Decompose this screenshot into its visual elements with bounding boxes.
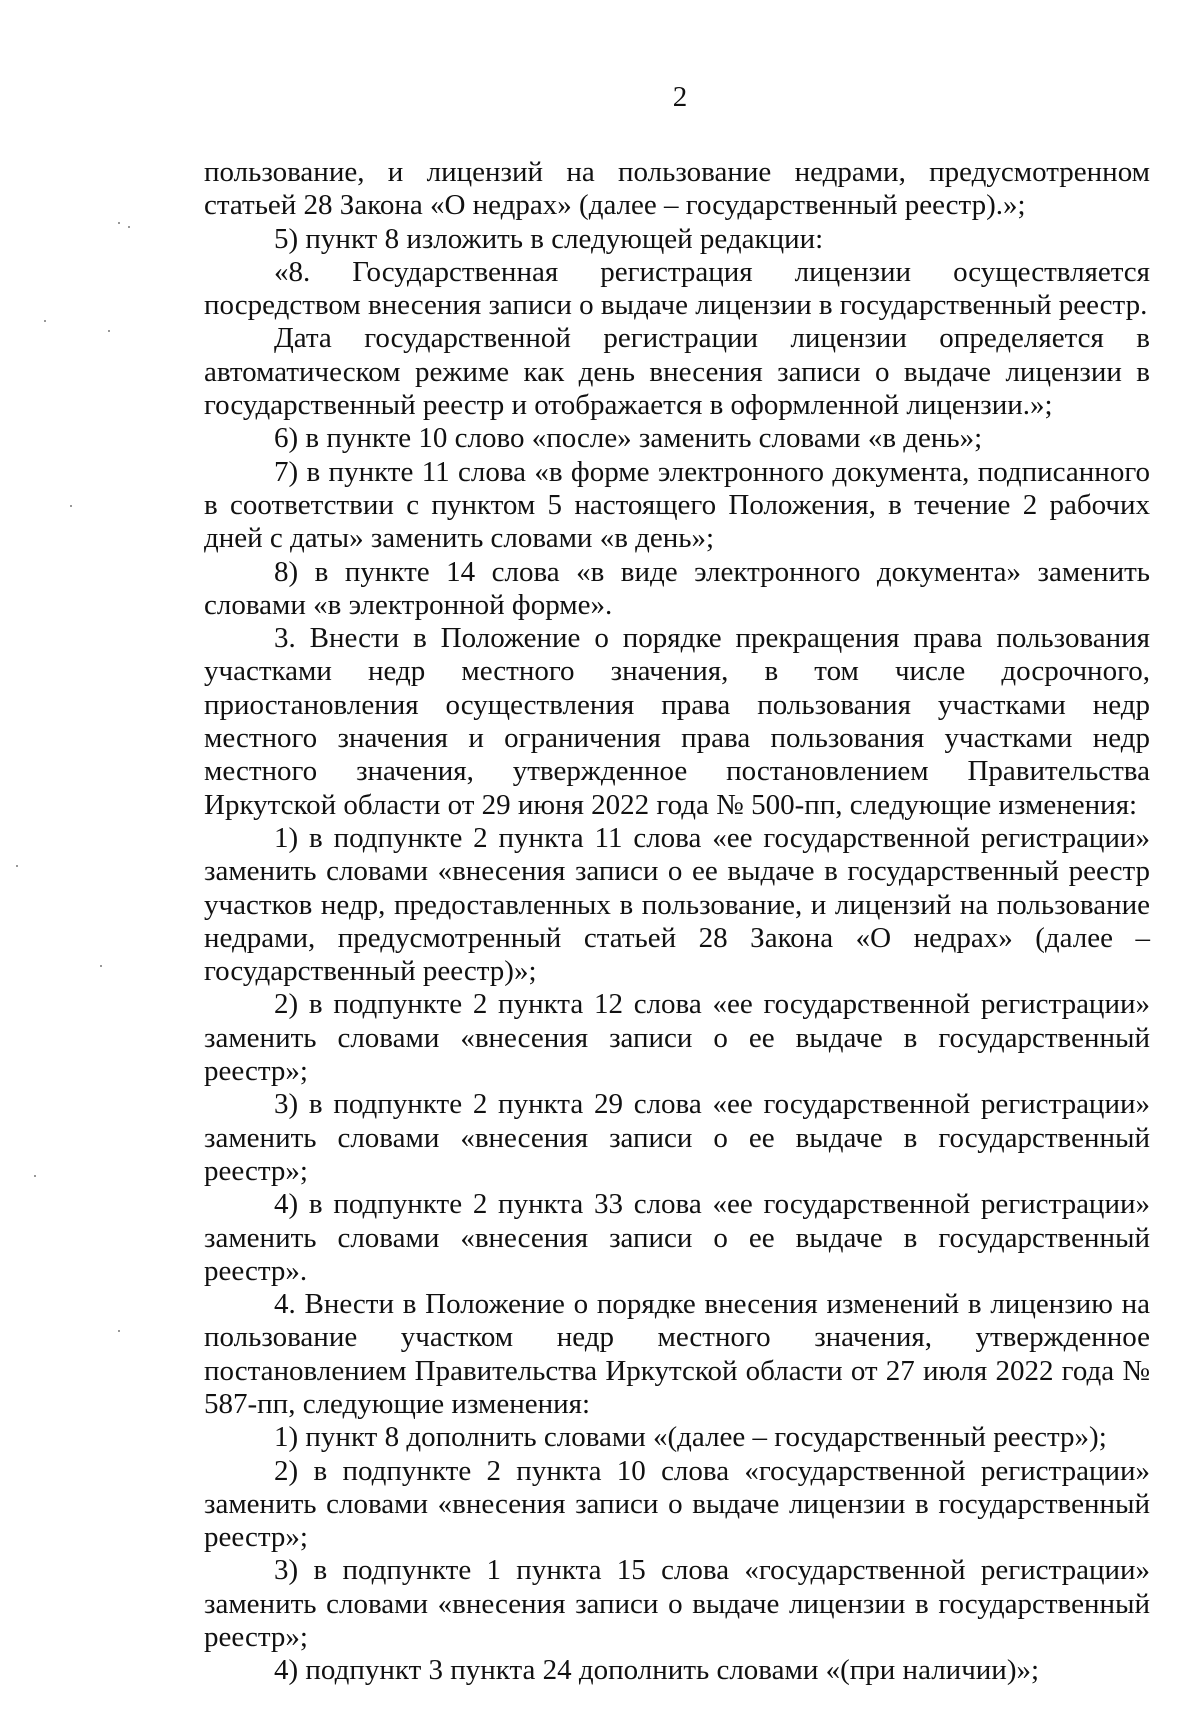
paragraph-section-4-item-4: 4) подпункт 3 пункта 24 дополнить словами «(при наличии)»; — [274, 1654, 1040, 1687]
paragraph-item-6: 6) в пункте 10 слово «после» заменить словами «в день»; — [274, 422, 983, 455]
scan-speck — [108, 330, 110, 332]
paragraph-quoted-8: «8. Государственная регистрация лицензии осуществляется посредством внесения записи о выдаче лицензии в государственный реестр. — [204, 255, 1150, 322]
paragraph-section-4-item-1: 1) пункт 8 дополнить словами «(далее – государственный реестр»); — [274, 1421, 1107, 1454]
paragraph-item-8: 8) в пункте 14 слова «в виде электронного документа» заменить словами «в электронной форме». — [204, 555, 1150, 621]
paragraph-section-3-item-4: 4) в подпункте 2 пункта 33 слова «ее государственной регистрации» заменить словами «внесения записи о ее выдаче в государственный реестр». — [204, 1188, 1150, 1287]
paragraph-section-4-item-2: 2) в подпункте 2 пункта 10 слова «государственной регистрации» заменить словами «внесения записи о выдаче лицензии в государственный реестр»; — [204, 1454, 1150, 1554]
paragraph-item-5: 5) пункт 8 изложить в следующей редакции: — [274, 222, 824, 255]
paragraph-section-3-item-3: 3) в подпункте 2 пункта 29 слова «ее государственной регистрации» заменить словами «внесения записи о ее выдаче в государственный реестр»; — [204, 1088, 1150, 1187]
paragraph-section-4: 4. Внести в Положение о порядке внесения изменений в лицензию на пользование участком недр местного значения, утвержденное постановлением Правительства Иркутской области от 27 июля 2022 года № 587-пп, следующие изменения: — [204, 1288, 1150, 1420]
paragraph-section-3-item-1: 1) в подпункте 2 пункта 11 слова «ее государственной регистрации» заменить словами «внесения записи о ее выдаче в государственный реестр участков недр, предоставленных в пользование, и лицензий на пользование недрами, предусмотренный статьей 28 Закона «О недрах» (далее – государственный реестр)»; — [204, 821, 1150, 988]
scan-speck — [118, 1330, 120, 1332]
page-number: 2 — [672, 81, 688, 113]
paragraph-section-3-item-2: 2) в подпункте 2 пункта 12 слова «ее государственной регистрации» заменить словами «внесения записи о ее выдаче в государственный реестр»; — [204, 988, 1150, 1088]
scan-speck — [128, 226, 130, 228]
document-body — [204, 156, 1150, 1688]
paragraph-section-4-item-3: 3) в подпункте 1 пункта 15 слова «государственной регистрации» заменить словами «внесения записи о выдаче лицензии в государственный реестр»; — [204, 1554, 1150, 1654]
paragraph-registration-date: Дата государственной регистрации лицензии определяется в автоматическом режиме как день внесения записи о выдаче лицензии в государственный реестр и отображается в оформленной лицензии.»; — [204, 322, 1150, 422]
paragraph-section-3: 3. Внести в Положение о порядке прекращения права пользования участками недр местного значения, в том числе досрочного, приостановления осуществления права пользования участками недр местного значения и ограничения права пользования участками недр местного значения, утвержденное постановлением Правительства Иркутской области от 29 июня 2022 года № 500-пп, следующие изменения: — [204, 622, 1150, 821]
scan-speck — [118, 222, 120, 224]
scan-speck — [70, 505, 72, 507]
scan-speck — [100, 965, 102, 967]
paragraph-continuation: пользование, и лицензий на пользование недрами, предусмотренном статьей 28 Закона «О недрах» (далее – государственный реестр).»; — [204, 156, 1150, 222]
scan-speck — [44, 320, 46, 322]
scan-speck — [34, 1175, 36, 1177]
scan-speck — [16, 865, 18, 867]
paragraph-item-7: 7) в пункте 11 слова «в форме электронного документа, подписанного в соответствии с пунктом 5 настоящего Положения, в течение 2 рабочих дней с даты» заменить словами «в день»; — [204, 455, 1150, 555]
